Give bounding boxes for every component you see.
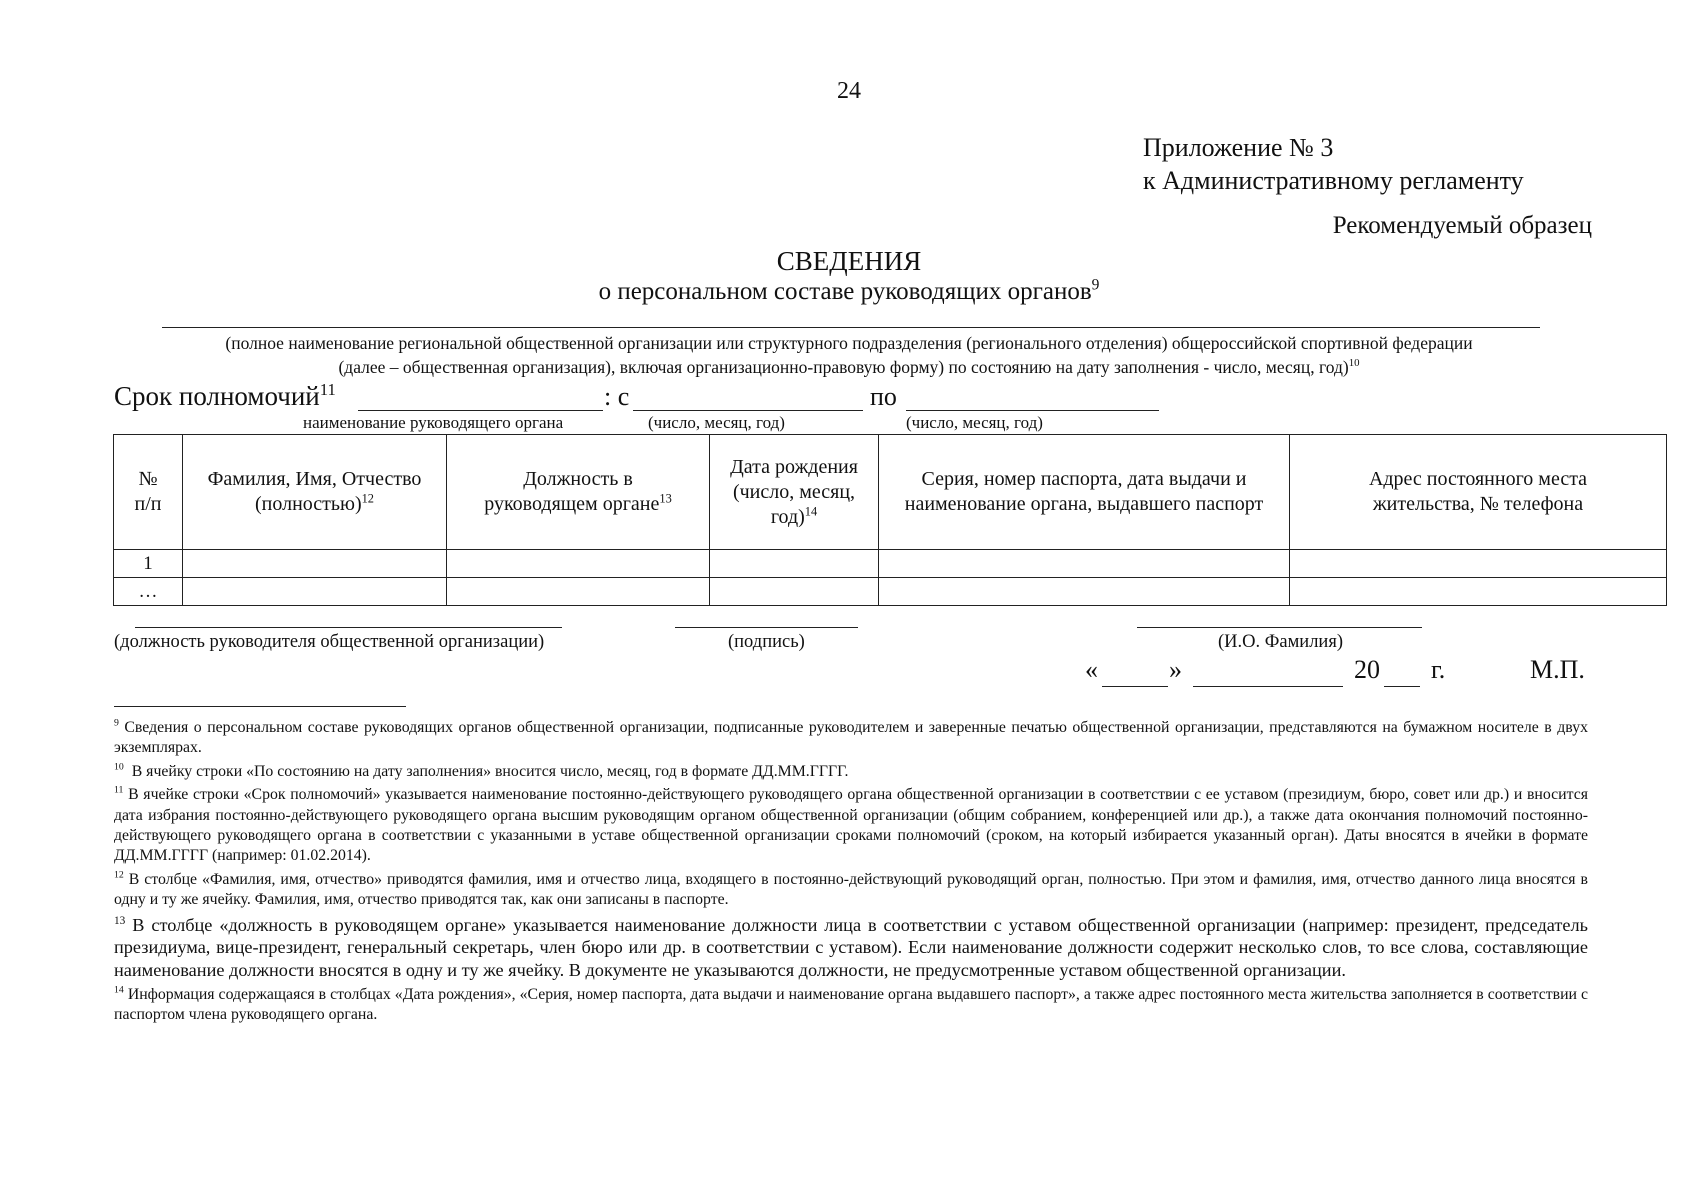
column-position-line-1: Должность в	[523, 468, 633, 490]
date-day-field[interactable]	[1102, 658, 1168, 687]
start-date-caption: (число, месяц, год)	[648, 413, 785, 432]
column-header-address: Адрес постоянного места жительства, № телефона	[1290, 435, 1667, 550]
footnote-13	[114, 914, 1588, 982]
column-header-passport: Серия, номер паспорта, дата выдачи и наименование органа, выдавшего паспорт	[879, 435, 1290, 550]
stamp-placeholder: М.П.	[1530, 655, 1585, 684]
date-year-suffix: г.	[1431, 655, 1446, 684]
column-header-number	[114, 435, 183, 550]
personnel-table	[113, 434, 1667, 606]
organization-caption-line-2	[110, 355, 1588, 379]
column-number-line-1: №	[138, 468, 158, 490]
column-full-name-footnote-ref: 12	[361, 491, 374, 506]
birth-date-cell[interactable]	[710, 550, 879, 578]
term-to-text: по	[870, 382, 897, 411]
column-position-footnote-ref: 13	[659, 491, 672, 506]
footnote-11	[114, 785, 1588, 867]
row-number-cell: …	[114, 578, 183, 606]
appendix-line-1: Приложение № 3	[1143, 133, 1334, 162]
date-year-prefix: 20	[1354, 655, 1380, 684]
organization-caption	[110, 331, 1588, 379]
governing-body-caption: наименование руководящего органа	[303, 413, 564, 432]
footnote-9-text: Сведения о персональном составе руководящих органов общественной организации, подписанные руководителем и заверенные печатью общественной организации, представляются на бумажном носителе в двух экземплярах.	[114, 719, 1589, 757]
footnote-9	[114, 718, 1588, 759]
organization-caption-footnote-ref: 10	[1348, 357, 1360, 370]
recommended-sample-label: Рекомендуемый образец	[1332, 212, 1592, 239]
column-birth-line-3: год)	[770, 505, 805, 528]
column-birth-footnote-ref: 14	[804, 503, 818, 518]
head-position-line[interactable]	[135, 627, 562, 628]
subtitle-text: о персональном составе руководящих органов	[598, 278, 1092, 305]
term-of-office-label	[114, 381, 336, 412]
column-header-birth-date	[710, 435, 879, 550]
table-row	[114, 578, 1667, 606]
full-name-caption: (И.О. Фамилия)	[1218, 632, 1343, 652]
column-position-line-2: руководящем органе	[484, 493, 660, 515]
footnote-10-text: В ячейку строки «По состоянию на дату заполнения» вносится число, месяц, год в формате ДД.ММ.ГГГГ.	[131, 762, 849, 780]
footnote-11-text: В ячейке строки «Срок полномочий» указывается наименование постоянно-действующего руководящего органа общественной организации в соответствии с ее уставом (президиум, бюро, совет или др.) и вносится дата избрания постоянно-действующего руководящего органа высшим руководящим органом общественной организации (общим собранием, конференцией или др.), а также дата окончания полномочий постоянно-действующего руководящего органа в соответствии с указанными в уставе общественной организации сроками полномочий (сроком, на который избирается указанный орган). Даты вносятся в ячейки в формате ДД.ММ.ГГГГ (например: 01.02.2014).	[114, 786, 1588, 865]
table-header-row	[114, 435, 1667, 550]
column-full-name-line-1: Фамилия, Имя, Отчество	[207, 468, 422, 490]
head-position-caption: (должность руководителя общественной организации)	[114, 632, 545, 652]
footnote-13-text: В столбце «должность в руководящем органе» указывается наименование должности лица в соответствии с уставом общественной организации (например: президент, председатель президиума, вице-президент, генеральный секретарь, член бюро или др. в соответствии с уставом). Если наименование должности содержит несколько слов, то все слова, составляющие наименование должности вносятся в одну и ту же ячейку. В документе не указываются должности, не предусмотренные уставом общественной организации.	[114, 914, 1588, 981]
address-cell[interactable]	[1290, 578, 1667, 606]
appendix-header	[1143, 131, 1524, 197]
signature-line[interactable]	[675, 627, 858, 628]
footnote-13-number: 13	[114, 914, 126, 927]
column-birth-line-1: Дата рождения	[730, 455, 858, 478]
footnotes	[114, 718, 1588, 1029]
column-number-line-2: п/п	[134, 493, 162, 515]
full-name-line[interactable]	[1137, 627, 1422, 628]
signature-caption: (подпись)	[728, 632, 805, 652]
page-number: 24	[837, 78, 861, 104]
footnote-separator	[114, 706, 406, 707]
row-number-cell: 1	[114, 550, 183, 578]
organization-caption-line-1: (полное наименование региональной общественной организации или структурного подразделения (регионального отделения) общероссийской спортивной федерации	[225, 333, 1473, 353]
term-from-text: : с	[604, 382, 630, 411]
address-cell[interactable]	[1290, 550, 1667, 578]
footnote-12	[114, 870, 1588, 911]
footnote-12-number: 12	[114, 869, 124, 881]
birth-date-cell[interactable]	[710, 578, 879, 606]
term-of-office-text: Срок полномочий	[114, 381, 320, 411]
footnote-11-number: 11	[114, 784, 124, 796]
governing-body-name-field[interactable]	[358, 382, 603, 411]
column-header-position	[447, 435, 710, 550]
table-row	[114, 550, 1667, 578]
organization-name-line[interactable]	[162, 327, 1540, 328]
full-name-cell[interactable]	[183, 578, 447, 606]
column-birth-line-2: (число, месяц,	[732, 480, 856, 503]
document-title: СВЕДЕНИЯ	[776, 246, 922, 276]
position-cell[interactable]	[447, 550, 710, 578]
term-start-date-field[interactable]	[633, 382, 863, 411]
footnote-9-number: 9	[114, 717, 119, 729]
date-open-quote: «	[1085, 655, 1098, 684]
date-month-field[interactable]	[1193, 658, 1343, 687]
column-header-full-name	[183, 435, 447, 550]
footnote-14	[114, 985, 1588, 1026]
footnote-10	[114, 762, 1588, 782]
term-end-date-field[interactable]	[906, 382, 1159, 411]
date-year-field[interactable]	[1384, 658, 1420, 687]
term-footnote-ref: 11	[319, 380, 336, 399]
position-cell[interactable]	[447, 578, 710, 606]
passport-cell[interactable]	[879, 578, 1290, 606]
footnote-14-number: 14	[114, 984, 124, 996]
column-full-name-line-2: (полностью)	[254, 493, 362, 515]
document-subtitle	[0, 278, 1698, 306]
footnote-12-text: В столбце «Фамилия, имя, отчество» приводятся фамилия, имя и отчество лица, входящего в постоянно-действующий руководящий орган, полностью. При этом и фамилия, имя, отчество данного лица вносятся в одну и ту же ячейку. Фамилия, имя, отчество приводятся так, как они записаны в паспорте.	[114, 870, 1588, 909]
date-close-quote: »	[1169, 655, 1182, 684]
footnote-14-text: Информация содержащаяся в столбцах «Дата рождения», «Серия, номер паспорта, дата выдачи и наименование органа выдавшего паспорт», а также адрес постоянного места жительства заполняется в соответствии с паспортом члена руководящего органа.	[114, 986, 1589, 1024]
organization-caption-line-2-text: (далее – общественная организация), включая организационно-правовую форму) по состоянию на дату заполнения - число, месяц, год)	[338, 357, 1349, 377]
subtitle-footnote-ref: 9	[1091, 276, 1100, 294]
appendix-line-2: к Административному регламенту	[1143, 166, 1524, 195]
passport-cell[interactable]	[879, 550, 1290, 578]
full-name-cell[interactable]	[183, 550, 447, 578]
footnote-10-number: 10	[114, 761, 124, 773]
end-date-caption: (число, месяц, год)	[906, 413, 1043, 432]
